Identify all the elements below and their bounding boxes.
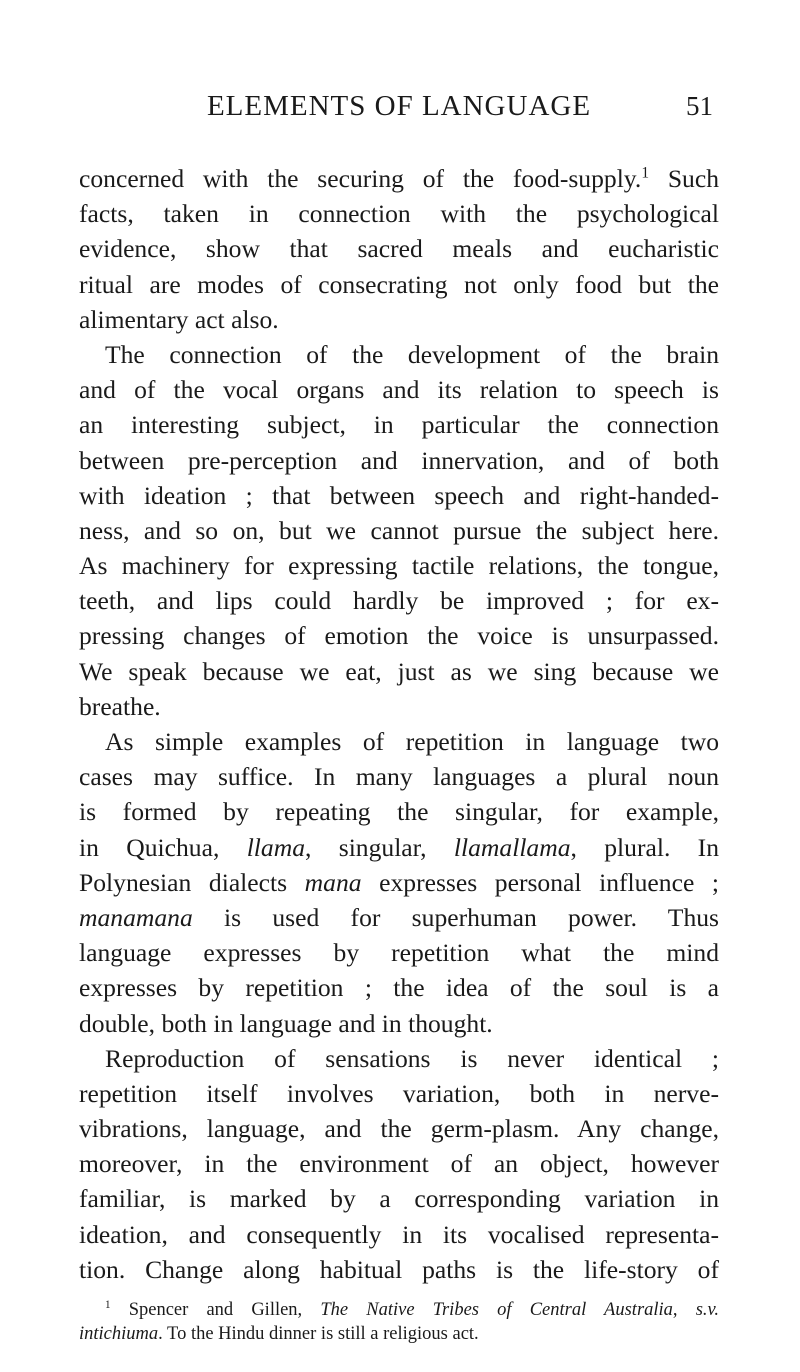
- text-run: ,: [672, 1300, 696, 1320]
- text-line: [79, 337, 719, 372]
- footnote-marker: 1: [641, 164, 650, 182]
- italic-text: llama: [246, 832, 305, 862]
- text-run: Spencer and Gillen,: [110, 1300, 321, 1320]
- text-run: expresses personal influence ;: [361, 867, 719, 897]
- text-line: [79, 1006, 719, 1041]
- text-run: breathe.: [79, 691, 161, 721]
- text-line: [79, 1181, 719, 1216]
- text-line: [79, 478, 719, 513]
- text-line: [79, 1252, 719, 1287]
- text-run: . To the Hindu dinner is still a religious act.: [158, 1324, 479, 1344]
- text-line: [79, 935, 719, 970]
- text-line: [79, 865, 719, 900]
- footnote-marker: 1: [105, 1298, 111, 1311]
- text-run: moreover, in the environment of an object, however: [79, 1149, 719, 1179]
- italic-text: The Native Tribes of Central Australia: [320, 1300, 673, 1320]
- text-line: [79, 443, 719, 478]
- text-run: pressing changes of emotion the voice is unsurpassed.: [79, 621, 719, 651]
- text-line: [79, 583, 719, 618]
- text-line: [79, 970, 719, 1005]
- text-line: [79, 1146, 719, 1181]
- italic-text: intichiuma: [79, 1324, 159, 1344]
- text-line: [79, 724, 719, 759]
- italic-text: manamana: [79, 902, 193, 932]
- text-line: [79, 267, 719, 302]
- text-run: Reproduction of sensations is never identical ;: [105, 1043, 719, 1073]
- text-run: is used for superhuman power. Thus: [192, 902, 719, 932]
- text-line: [79, 1041, 719, 1076]
- text-line: [79, 618, 719, 653]
- running-title: ELEMENTS OF LANGUAGE: [206, 90, 592, 122]
- text-run: facts, taken in connection with the psychological: [79, 199, 719, 229]
- text-line: [79, 689, 719, 724]
- text-run: language expresses by repetition what the mind: [79, 938, 719, 968]
- text-line: [79, 161, 719, 196]
- text-line: [79, 900, 719, 935]
- text-run: As simple examples of repetition in language two: [105, 727, 719, 756]
- text-run: repetition itself involves variation, both in nerve-: [79, 1078, 719, 1108]
- text-run: between pre-perception and innervation, and of both: [79, 445, 719, 475]
- text-line: [79, 196, 719, 231]
- footnote-line: [79, 1298, 719, 1322]
- italic-text: mana: [304, 867, 362, 897]
- text-line: [79, 1076, 719, 1111]
- text-run: ideation, and consequently in its vocalised representa-: [79, 1219, 719, 1249]
- text-line: [79, 1217, 719, 1252]
- text-line: [79, 548, 719, 583]
- text-run: evidence, show that sacred meals and eucharistic: [79, 234, 719, 264]
- text-run: familiar, is marked by a corresponding variation in: [79, 1184, 719, 1214]
- italic-text: llamallama: [453, 832, 571, 862]
- text-run: tion. Change along habitual paths is the life-story of: [79, 1254, 719, 1284]
- text-run: double, both in language and in thought.: [79, 1008, 493, 1038]
- text-line: [79, 759, 719, 794]
- text-run: alimentary act also.: [79, 304, 279, 334]
- text-run: , singular,: [305, 832, 454, 862]
- text-run: vibrations, language, and the germ-plasm. Any change,: [79, 1114, 719, 1144]
- text-run: and of the vocal organs and its relation to speech is: [79, 375, 719, 405]
- text-run: ness, and so on, but we cannot pursue the subject here.: [79, 515, 719, 545]
- text-line: [79, 372, 719, 407]
- text-line: [79, 830, 719, 865]
- text-run: concerned with the securing of the food-supply.: [79, 164, 642, 193]
- text-run: expresses by repetition ; the idea of the soul is a: [79, 973, 719, 1003]
- text-run: in Quichua,: [79, 832, 247, 862]
- text-run: cases may suffice. In many languages a plural noun: [79, 762, 719, 792]
- text-run: an interesting subject, in particular the connection: [79, 410, 719, 440]
- text-line: [79, 407, 719, 442]
- text-line: [79, 513, 719, 548]
- text-run: , plural. In: [570, 832, 719, 862]
- text-run: We speak because we eat, just as we sing because we: [79, 656, 719, 686]
- text-line: [79, 794, 719, 829]
- text-run: is formed by repeating the singular, for example,: [79, 797, 719, 827]
- text-run: The connection of the development of the brain: [105, 339, 719, 369]
- text-run: As machinery for expressing tactile relations, the tongue,: [79, 551, 719, 581]
- text-line: [79, 231, 719, 266]
- text-line: [79, 302, 719, 337]
- text-run: Such: [649, 164, 720, 193]
- text-run: ritual are modes of consecrating not only food but the: [79, 269, 719, 299]
- text-run: with ideation ; that between speech and right-handed-: [79, 480, 719, 510]
- running-head: [79, 86, 719, 126]
- body-text: [79, 161, 719, 1287]
- footnote-line: [79, 1322, 719, 1346]
- footnotes: [79, 1298, 719, 1346]
- text-line: [79, 1111, 719, 1146]
- text-run: Polynesian dialects: [79, 867, 305, 897]
- page-number: 51: [686, 91, 713, 121]
- text-run: teeth, and lips could hardly be improved ; for ex-: [79, 586, 719, 616]
- text-line: [79, 654, 719, 689]
- italic-text: s.v.: [695, 1300, 720, 1320]
